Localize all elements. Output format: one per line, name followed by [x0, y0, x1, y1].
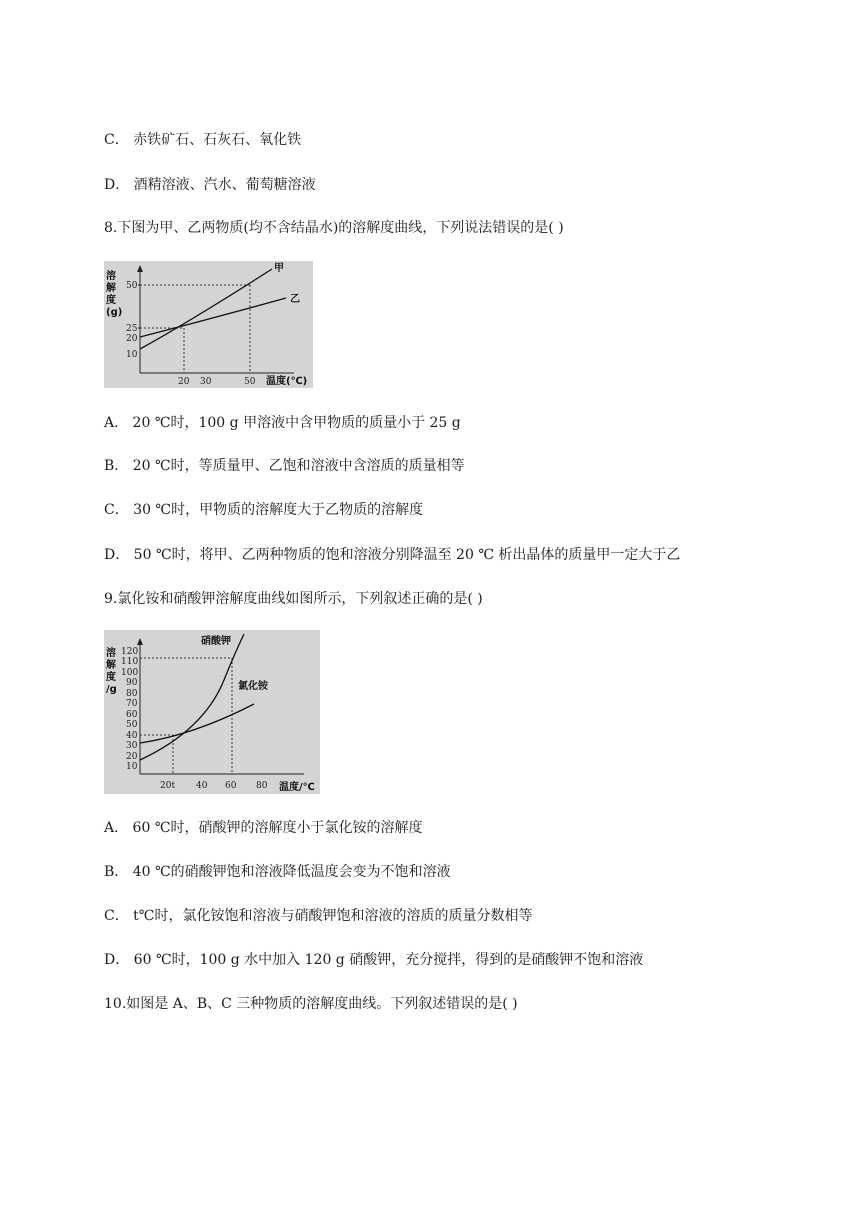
- q9-ytick-70: 70: [126, 699, 138, 709]
- q8-curve-yi: [140, 298, 286, 337]
- q9-option-b: B． 40 ℃的硝酸钾饱和溶液降低温度会变为不饱和溶液: [104, 864, 451, 880]
- q9-ytick-30: 30: [126, 741, 138, 751]
- q8-xtick-20: 20: [178, 377, 190, 387]
- q8-xtick-50: 50: [244, 377, 256, 387]
- q8-ytick-20: 20: [126, 334, 138, 344]
- q9-series-nh4cl: 氯化铵: [238, 681, 268, 692]
- q9-option-a: A． 60 ℃时，硝酸钾的溶解度小于氯化铵的溶解度: [104, 820, 423, 836]
- option-d-q7: D． 酒精溶液、汽水、葡萄糖溶液: [104, 177, 316, 193]
- q9-xtick-20t: 20t: [160, 781, 176, 791]
- q8-ylabel-2: 解: [106, 283, 116, 294]
- q9-ytick-20: 20: [126, 752, 138, 762]
- q9-ytick-110: 110: [121, 657, 139, 667]
- q9-ylabel-2: 解: [106, 660, 116, 671]
- q8-curve-jia: [140, 269, 272, 349]
- q9-option-c: C． t℃时，氯化铵饱和溶液与硝酸钾饱和溶液的溶质的质量分数相等: [104, 908, 533, 924]
- q9-ylabel-3: 度: [106, 672, 116, 683]
- q9-ytick-90: 90: [126, 678, 138, 688]
- question-8-stem: 8.下图为甲、乙两物质(均不含结晶水)的溶解度曲线，下列说法错误的是( ): [104, 220, 564, 236]
- q9-xlabel: 温度/℃: [279, 782, 315, 793]
- q9-ytick-120: 120: [121, 647, 139, 657]
- q9-ytick-10: 10: [126, 762, 138, 772]
- q8-option-c: C． 30 ℃时，甲物质的溶解度大于乙物质的溶解度: [104, 502, 424, 518]
- q8-option-a: A． 20 ℃时，100 g 甲溶液中含甲物质的质量小于 25 g: [104, 415, 461, 431]
- q8-xtick-30: 30: [200, 377, 212, 387]
- q9-xtick-40: 40: [196, 781, 208, 791]
- q9-solubility-chart: [104, 630, 320, 794]
- q9-ytick-80: 80: [126, 689, 138, 699]
- q9-ytick-50: 50: [126, 720, 138, 730]
- q8-option-d: D． 50 ℃时，将甲、乙两种物质的饱和溶液分别降温至 20 ℃ 析出晶体的质量甲一定大于乙: [104, 547, 681, 563]
- q8-xlabel: 温度(℃): [266, 376, 308, 387]
- question-10-stem: 10.如图是 A、B、C 三种物质的溶解度曲线。下列叙述错误的是( ): [104, 996, 518, 1012]
- q8-ylabel-3: 度: [106, 295, 116, 306]
- q9-series-kno3: 硝酸钾: [201, 636, 231, 647]
- q9-ylabel-4: /g: [106, 684, 117, 695]
- q9-ylabel-1: 溶: [106, 648, 116, 659]
- q9-curve-kno3: [140, 634, 244, 760]
- q9-ytick-100: 100: [121, 668, 139, 678]
- q8-ylabel-4: (g): [106, 307, 123, 318]
- q8-ytick-10: 10: [126, 350, 138, 360]
- q9-ytick-60: 60: [126, 710, 138, 720]
- q9-xtick-60: 60: [225, 781, 237, 791]
- question-9-stem: 9.氯化铵和硝酸钾溶解度曲线如图所示，下列叙述正确的是( ): [104, 591, 483, 607]
- q8-ylabel-1: 溶: [106, 271, 116, 282]
- q8-ytick-50: 50: [126, 281, 138, 291]
- q9-curve-nh4cl: [140, 704, 254, 743]
- q9-xtick-80: 80: [256, 781, 268, 791]
- q8-series-jia: 甲: [274, 263, 284, 274]
- q8-option-b: B． 20 ℃时，等质量甲、乙饱和溶液中含溶质的质量相等: [104, 458, 465, 474]
- q9-ytick-40: 40: [126, 731, 138, 741]
- option-c-q7: C． 赤铁矿石、石灰石、氧化铁: [104, 132, 302, 148]
- q8-series-yi: 乙: [290, 294, 300, 305]
- q8-solubility-chart: [104, 261, 313, 388]
- q9-option-d: D． 60 ℃时，100 g 水中加入 120 g 硝酸钾，充分搅拌，得到的是硝酸钾不饱和溶液: [104, 952, 644, 968]
- q8-ytick-25: 25: [126, 324, 138, 334]
